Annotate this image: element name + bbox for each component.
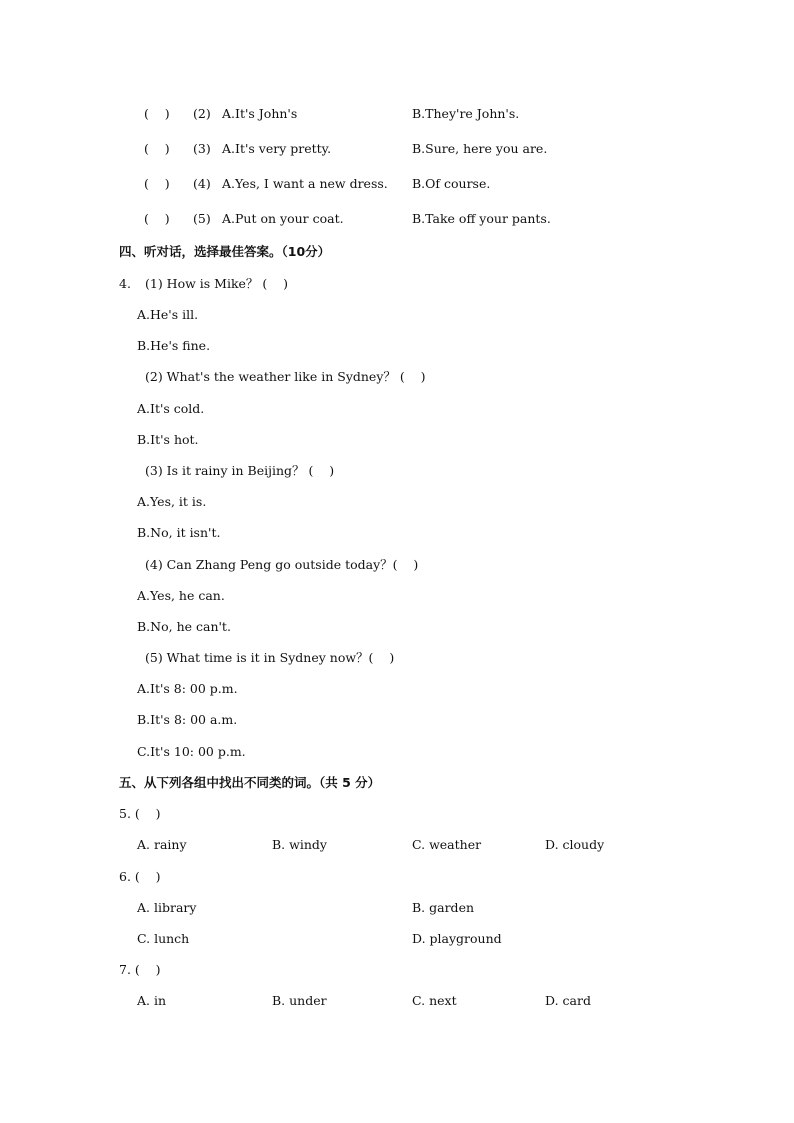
option: B.He's fine. [137, 338, 211, 353]
option-b: B.Take off your pants. [412, 211, 551, 226]
question-number: (5) [193, 211, 211, 226]
option-b: B.They're John's. [412, 106, 520, 121]
option-b: B.Of course. [412, 176, 491, 191]
option: A. rainy [137, 837, 187, 852]
option: D. playground [412, 931, 502, 946]
question-number: (3) [193, 141, 211, 156]
item-label: 5. ( ) [119, 806, 161, 821]
option: B. windy [272, 837, 327, 852]
option-a: A.Put on your coat. [222, 211, 344, 226]
option-a: A.It's John's [222, 106, 298, 121]
option: C. next [412, 993, 457, 1008]
option: B. under [272, 993, 327, 1008]
option: C. lunch [137, 931, 190, 946]
option: A.It's cold. [137, 401, 205, 416]
question-number: (4) [193, 176, 211, 191]
item-label: 7. ( ) [119, 962, 161, 977]
option: B.No, it isn't. [137, 525, 221, 540]
option: A.It's 8: 00 p.m. [137, 681, 238, 696]
option: A. library [137, 900, 197, 915]
option: C. weather [412, 837, 482, 852]
question-text: (1) How is Mike？ ( ) [145, 276, 289, 291]
option: C.It's 10: 00 p.m. [137, 744, 246, 759]
option-a: A.It's very pretty. [222, 141, 332, 156]
question-number: 4. [119, 276, 131, 291]
section5-heading: 五、从下列各组中找出不同类的词。（共 5 分） [119, 775, 381, 790]
option: A.He's ill. [137, 307, 199, 322]
option: B. garden [412, 900, 475, 915]
answer-paren: ( ) [144, 106, 170, 121]
question-number: (2) [193, 106, 211, 121]
question-text: (2) What's the weather like in Sydney？ ( ) [145, 369, 426, 384]
item-label: 6. ( ) [119, 869, 161, 884]
option: A.Yes, he can. [137, 588, 225, 603]
option: D. card [545, 993, 591, 1008]
section4-heading: 四、听对话，选择最佳答案。（10分） [119, 244, 331, 259]
option: A.Yes, it is. [137, 494, 207, 509]
answer-paren: ( ) [144, 176, 170, 191]
answer-paren: ( ) [144, 141, 170, 156]
question-text: (3) Is it rainy in Beijing？ ( ) [145, 463, 335, 478]
option: D. cloudy [545, 837, 605, 852]
option: A. in [137, 993, 167, 1008]
option-b: B.Sure, here you are. [412, 141, 548, 156]
answer-paren: ( ) [144, 211, 170, 226]
option: B.It's 8: 00 a.m. [137, 712, 238, 727]
option-a: A.Yes, I want a new dress. [222, 176, 388, 191]
question-text: (5) What time is it in Sydney now？( ) [145, 650, 395, 665]
option: B.No, he can't. [137, 619, 231, 634]
option: B.It's hot. [137, 432, 199, 447]
question-text: (4) Can Zhang Peng go outside today？( ) [145, 557, 419, 572]
